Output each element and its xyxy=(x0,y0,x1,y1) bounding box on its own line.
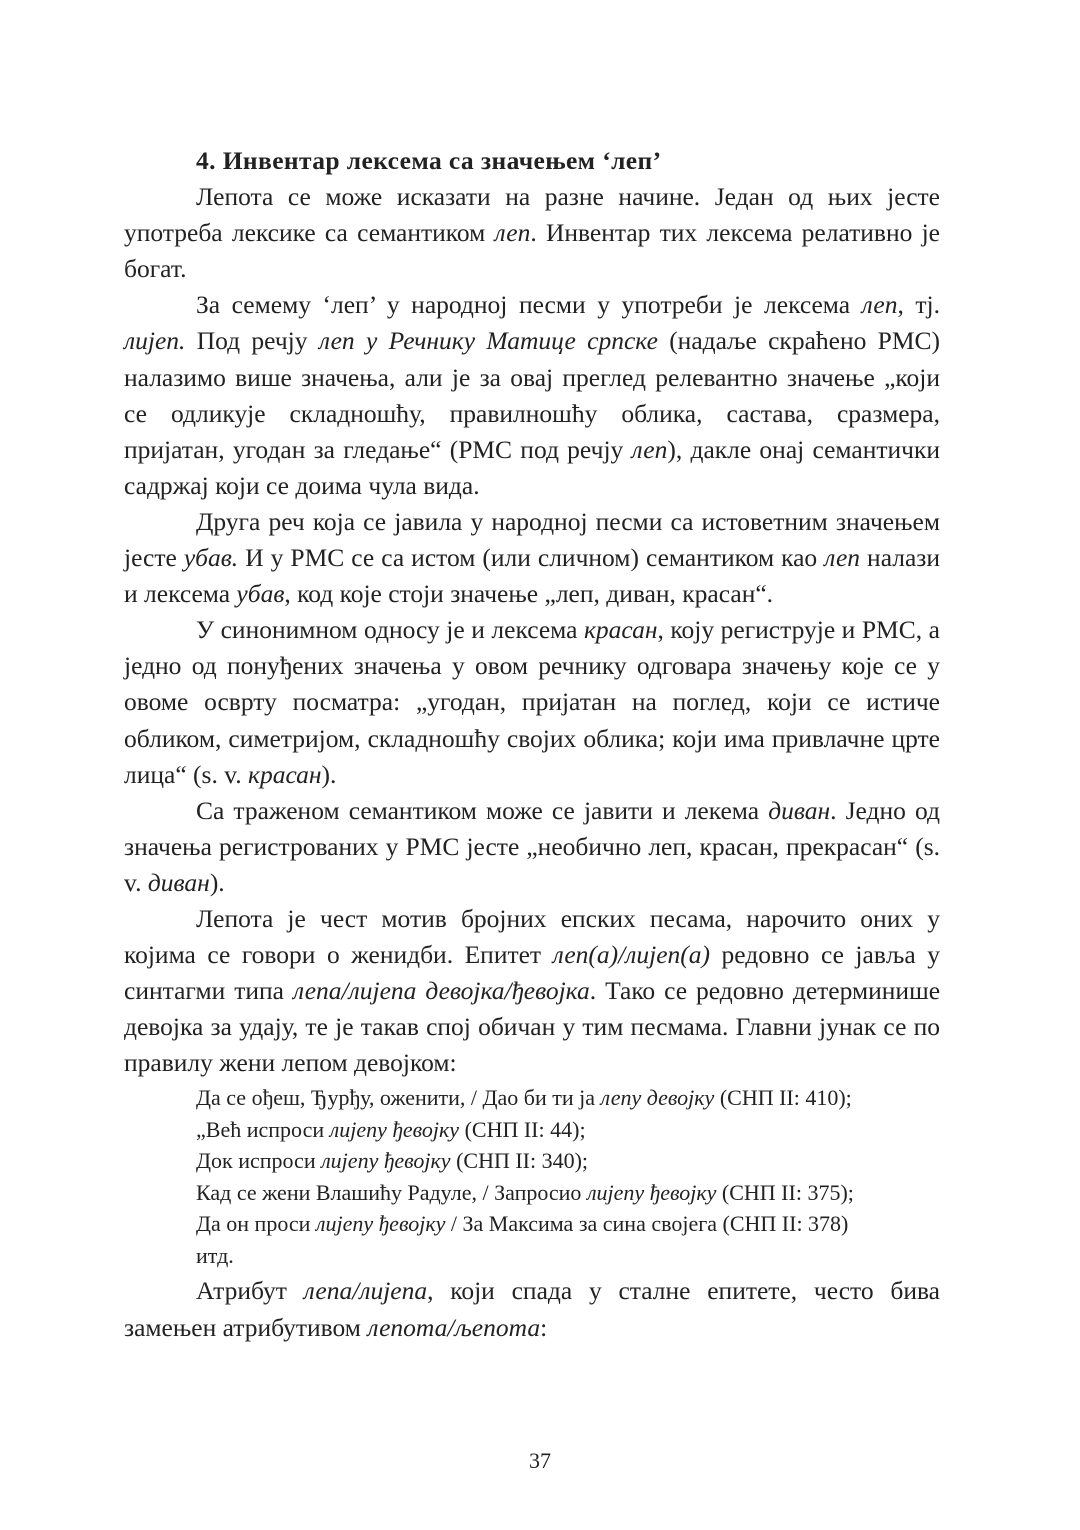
italic-term: леп xyxy=(861,290,898,320)
italic-term: лепу девојку xyxy=(600,1085,715,1111)
italic-term: леп у Речнику Матице српске xyxy=(318,326,658,356)
italic-term: красан xyxy=(248,759,322,789)
italic-term: леп(а)/лијеп(а) xyxy=(552,940,711,970)
quote-line: Кад се жени Влашићу Радуле, / Запросио лијепу ђевојку (СНП II: 375); xyxy=(196,1179,854,1205)
quote-line: Док испроси лијепу ђевојку (СНП II: 340); xyxy=(196,1148,589,1174)
italic-term: диван xyxy=(147,867,210,897)
italic-term: лијепу ђевојку xyxy=(321,1148,451,1174)
page-number: 37 xyxy=(529,1448,551,1473)
italic-term: лијепу ђевојку xyxy=(329,1116,460,1142)
paragraph-6: Лепота је чест мотив бројних епских песама, нарочито оних у којима се говори о женидби. Епитет леп(а)/лијеп(а) редовно се јавља у синтагми типа лепа/лијепа девојка/ђевојка. Тако се редовно детерминише девојка за удају, те је такав спој обичан у тим песмама. Главни јунак се по правилу жени лепом девојком: xyxy=(124,903,941,1078)
italic-term: красан xyxy=(583,615,658,645)
italic-term: лепота/љепота xyxy=(367,1312,541,1342)
italic-term: лепа/лијепа xyxy=(303,1276,428,1306)
verse-quotations xyxy=(196,1082,940,1271)
paragraph-4: У синонимном односу је и лексема красан, коју региструје и РМС, а једно од понуђених значења у овом речнику одговара значењу које се у овоме осврту посматра: „угодан, пријатан на поглед, који се истиче обликом, симетријом, складношћу својих облика; који има привлачне црте лица“ (s. v. красан). xyxy=(124,615,940,789)
quote-line: Да он проси лијепу ђевојку / За Максима за сина својега (СНП II: 378) xyxy=(196,1211,849,1237)
quote-line: „Већ испроси лијепу ђевојку (СНП II: 44); xyxy=(196,1116,586,1142)
italic-term: убав. xyxy=(183,543,239,573)
paragraph-7: Атрибут лепа/лијепа, који спада у сталне епитете, често бива замењен атрибутивом лепота/љепота: xyxy=(124,1276,940,1342)
body-text xyxy=(124,143,940,1346)
paragraph-1: Лепота се може исказати на разне начине. Један од њих јесте употреба лексике са семантиком леп. Инвентар тих лексема релативно је богат. xyxy=(124,182,940,284)
italic-term: леп xyxy=(631,434,668,464)
italic-term: лепа/лијепа девојка/ђевојка xyxy=(292,976,590,1006)
paragraph-2: За семему ‘леп’ у народној песми у употреби је лексема леп, тј. лијеп. Под речју леп у Речнику Матице српске (надаље скраћено РМС) налазимо више значења, али је за овај преглед релевантно значење „који се одликује складношћу, правилношћу облика, састава, сразмера, пријатан, угодан за гледање“ (РМС под речју леп), дакле онај семантички садржај који се доима чула вида. xyxy=(124,290,941,500)
italic-term: леп xyxy=(824,543,861,573)
italic-term: лијепу ђевојку xyxy=(315,1211,446,1237)
quote-line: итд. xyxy=(196,1242,234,1268)
italic-term: убав xyxy=(236,579,285,609)
quote-line: Да се ођеш, Ђурђу, оженити, / Дао би ти ја лепу девојку (СНП II: 410); xyxy=(196,1085,852,1111)
italic-term: диван xyxy=(768,795,831,825)
section-heading: 4. Инвентар лексема са значењем ‘леп’ xyxy=(196,146,662,175)
italic-term: леп xyxy=(494,218,531,248)
italic-term: лијепу ђевојку xyxy=(586,1179,717,1205)
paragraph-5: Са траженом семантиком може се јавити и лекема диван. Једно од значења регистрованих у РМС јесте „необично леп, красан, прекрасан“ (s. v. диван). xyxy=(124,795,940,897)
italic-term: лијеп. xyxy=(124,326,186,356)
paragraph-3: Друга реч која се јавила у народној песми са истоветним значењем јесте убав. И у РМС се са истом (или сличном) семантиком као леп налази и лексема убав, код које стоји значење „леп, диван, красан“. xyxy=(124,506,940,609)
